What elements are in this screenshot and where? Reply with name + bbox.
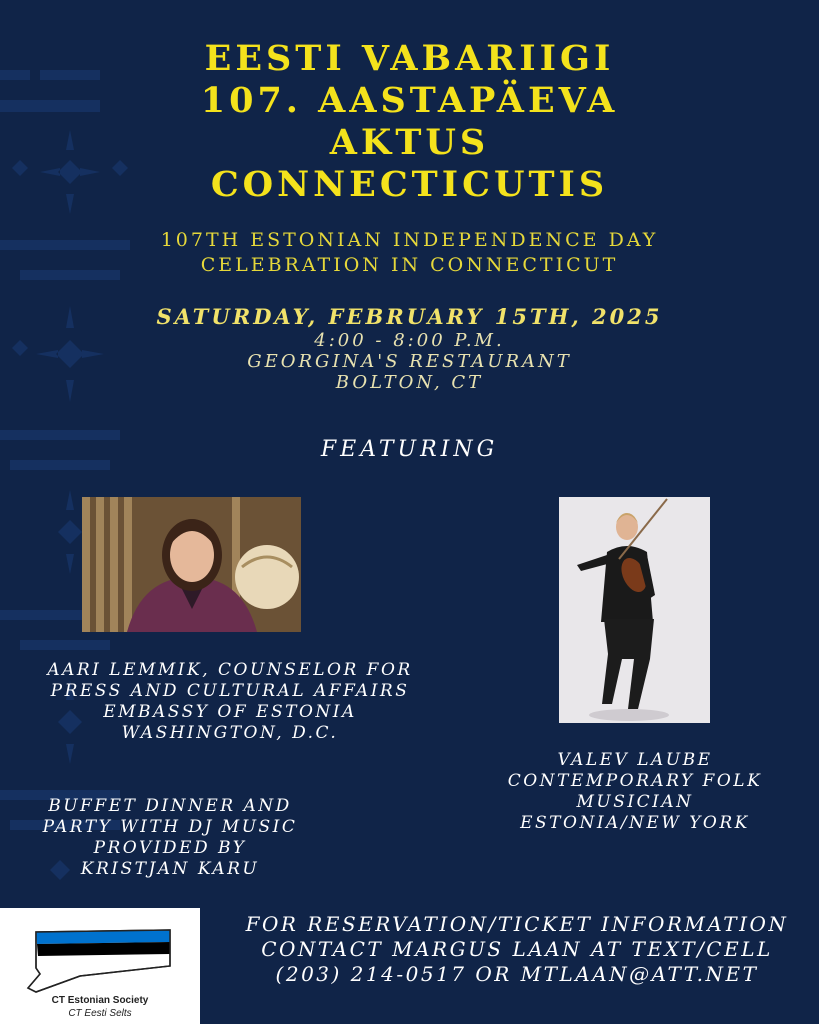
speaker1-line-1: AARI LEMMIK, COUNSELOR FOR [47,660,413,680]
ct-estonian-society-logo [0,908,200,1024]
featuring-heading: FEATURING [320,437,499,462]
event-date: SATURDAY, FEBRUARY 15TH, 2025 [156,304,663,329]
main-title [0,38,819,206]
speaker1-line-3: EMBASSY OF ESTONIA [103,702,357,722]
speaker2-line-4: ESTONIA/NEW YORK [520,813,750,833]
speaker1-line-4: WASHINGTON, D.C. [121,723,339,743]
speaker-photo-aari-lemmik [82,497,301,632]
speaker-bio-aari-lemmik [20,660,440,744]
speaker1-line-2: PRESS AND CULTURAL AFFAIRS [50,681,410,701]
contact-line-3[interactable]: (203) 214-0517 OR MTLAAN@ATT.NET [275,962,759,986]
contact-line-1: FOR RESERVATION/TICKET INFORMATION [245,912,789,936]
speaker-photo-valev-laube [559,497,710,723]
english-subtitle [0,228,819,278]
subtitle-line-1: 107TH ESTONIAN INDEPENDENCE DAY [160,229,659,251]
buffet-line-4: KRISTJAN KARU [80,859,260,879]
logo-caption-english: CT Estonian Society [51,995,149,1006]
speaker2-line-1: VALEV LAUBE [557,750,713,770]
speaker2-line-3: MUSICIAN [576,792,694,812]
speaker2-line-2: CONTEMPORARY FOLK [507,771,763,791]
contact-line-2: CONTACT MARGUS LAAN AT TEXT/CELL [261,937,773,961]
event-venue: GEORGINA'S RESTAURANT [247,351,572,372]
subtitle-line-2: CELEBRATION IN CONNECTICUT [200,254,619,276]
title-line-1: EESTI VABARIIGI [204,38,615,79]
logo-caption-estonian: CT Eesti Selts [68,1008,132,1019]
buffet-line-1: BUFFET DINNER AND [48,796,292,816]
buffet-line-2: PARTY WITH DJ MUSIC [42,817,298,837]
title-line-3: AKTUS [329,122,490,163]
event-details [0,330,819,393]
contact-info [215,912,819,987]
title-line-2: 107. AASTAPÄEVA [200,80,619,121]
buffet-info [15,796,325,880]
speaker-bio-valev-laube [490,750,780,834]
event-location: BOLTON, CT [335,372,484,393]
title-line-4: CONNECTICUTIS [210,164,609,205]
buffet-line-3: PROVIDED BY [93,838,247,858]
event-time: 4:00 - 8:00 P.M. [314,330,505,351]
connecticut-flag-map-icon [0,908,200,998]
